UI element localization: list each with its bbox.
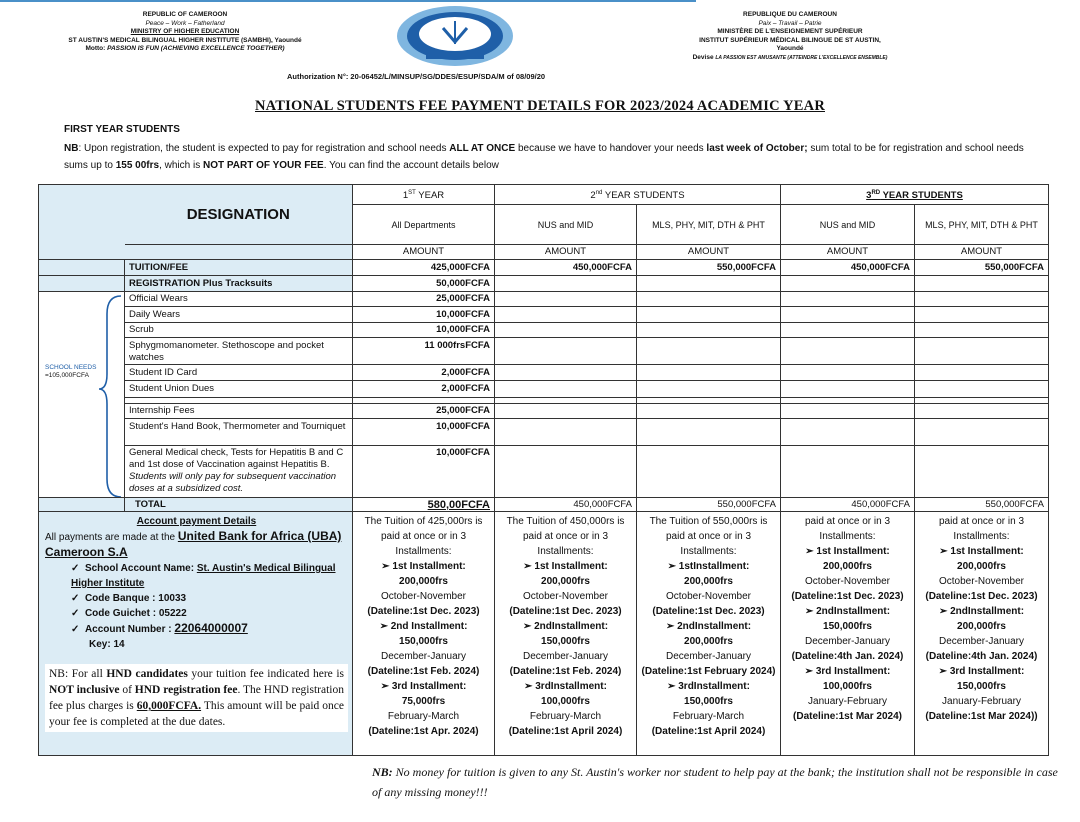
table-row: Student ID Card 2,000FCFA bbox=[39, 365, 1049, 381]
dept-mls-y2: MLS, PHY, MIT, DTH & PHT bbox=[637, 205, 781, 245]
amount-header: AMOUNT bbox=[637, 245, 781, 260]
school-needs-cell bbox=[39, 292, 125, 498]
institute-motto: Motto: PASSION IS FUN (ACHIEVING EXCELLENCE TOGETHER) bbox=[85, 45, 285, 52]
header-right bbox=[690, 11, 890, 62]
table-row: Student Union Dues 2,000FCFA bbox=[39, 381, 1049, 398]
header-divider bbox=[0, 0, 696, 2]
installments-row bbox=[39, 512, 1049, 756]
country-motto: Peace – Work – Fatherland bbox=[145, 19, 225, 27]
installments-y1: The Tuition of 425,000rs is paid at once or in 3 Installments: ➢ 1st Installment: 200,000frs October-November (Dateline:1st Dec. 2023) ➢ 2nd Installment: 150,000frs December-January (Dateline:1st Feb. 2024) ➢ 3rd Installment: 75,000frs February-March (Dateline:1st Apr. 2024) bbox=[353, 512, 495, 756]
table-row: Daily Wears 10,000FCFA bbox=[39, 307, 1049, 323]
table-row: Scrub 10,000FCFA bbox=[39, 323, 1049, 338]
school-needs-total: =105,000FCFA bbox=[45, 372, 89, 379]
dept-nus-y2: NUS and MID bbox=[495, 205, 637, 245]
dept-mls-y3: MLS, PHY, MIT, DTH & PHT bbox=[915, 205, 1049, 245]
account-heading: Account payment Details bbox=[136, 516, 257, 527]
curly-brace-icon bbox=[97, 294, 123, 498]
year2-header: 2nd YEAR STUDENTS bbox=[495, 185, 781, 205]
designation-header: DESIGNATION bbox=[125, 185, 353, 245]
fee-table bbox=[38, 184, 1049, 756]
table-row: Student's Hand Book, Thermometer and Tourniquet 10,000FCFA bbox=[39, 419, 1049, 446]
authorization-number: Authorization N°: 20-06452/L/MINSUP/SG/DDES/ESUP/SDA/M of 08/09/20 bbox=[287, 72, 546, 81]
bank-warning-note: NB: No money for tuition is given to any St. Austin's worker nor student to help pay at the bank; the institution shall not be responsible in case of any missing money!!! bbox=[372, 765, 1058, 799]
dept-nus-y3: NUS and MID bbox=[781, 205, 915, 245]
country-name: REPUBLIC OF CAMEROON bbox=[142, 11, 228, 18]
country-motto-fr: Paix – Travail – Patrie bbox=[758, 19, 822, 27]
installments-y2-nus: The Tuition of 450,000rs is paid at once or in 3 Installments: ➢ 1st Installment: 200,000frs October-November (Dateline:1st Dec. 2023) ➢ 2ndInstallment: 150,000frs December-January (Dateline:1st Feb. 2024) ➢ 3rdInstallment: 100,000frs February-March (Dateline:1st April 2024) bbox=[495, 512, 637, 756]
table-row: General Medical check, Tests for Hepatitis B and C and 1st dose of Vaccination against Hepatitis B. Students will only pay for subsequent vaccination doses at a subsidized cost. 10,000FCFA bbox=[39, 446, 1049, 498]
school-needs-label: SCHOOL NEEDS bbox=[45, 364, 97, 371]
account-number: 22064000007 bbox=[174, 621, 248, 635]
table-row: REGISTRATION Plus Tracksuits 50,000FCFA bbox=[39, 276, 1049, 292]
total-row: TOTAL 580,00FCFA 450,000FCFA 550,000FCFA 450,000FCFA 550,000FCFA bbox=[39, 498, 1049, 512]
institute-name: ST AUSTIN'S MEDICAL BILINGUAL HIGHER INSTITUTE (SAMBHI), Yaoundé bbox=[68, 36, 302, 44]
dept-all: All Departments bbox=[353, 205, 495, 245]
logo-graphic bbox=[394, 4, 516, 68]
institute-devise: Devise LA PASSION EST AMUSANTE (ATTEINDRE L'EXCELLENCE ENSEMBLE) bbox=[692, 53, 888, 61]
year3-header: 3RD YEAR STUDENTS bbox=[781, 185, 1049, 205]
installments-y3-nus: paid at once or in 3 Installments: ➢ 1st Installment: 200,000frs October-November (Dateline:1st Dec. 2023) ➢ 2ndInstallment: 150,000frs December-January (Dateline:4th Jan. 2024) ➢ 3rd Installment: 100,000frs January-February (Dateline:1st Mar 2024) bbox=[781, 512, 915, 756]
table-row: SCHOOL NEEDS =105,000FCFA Official Wears 25,000FCFA bbox=[39, 292, 1049, 307]
hnd-note: NB: For all HND candidates your tuition fee indicated here is NOT inclusive of HND registration fee. The HND registration fee plus charges is 60,000FCFA. This amount will be paid once your fee is completed at the due dates. bbox=[45, 664, 348, 732]
ministry-name-fr: MINISTÈRE DE L'ENSEIGNEMENT SUPÉRIEUR bbox=[717, 28, 863, 35]
amount-header: AMOUNT bbox=[495, 245, 637, 260]
registration-note: NB: Upon registration, the student is expected to pay for registration and school needs ALL AT ONCE because we have to handover your needs last week of October; sum total to be for registration and school needs sums up to 155 00frs, which is NOT PART OF YOUR FEE. You can find the account details below bbox=[64, 143, 1024, 171]
header-left bbox=[60, 11, 310, 54]
ministry-name: MINISTRY OF HIGHER EDUCATION bbox=[130, 28, 240, 35]
first-year-heading: FIRST YEAR STUDENTS bbox=[64, 124, 180, 135]
amount-header: AMOUNT bbox=[781, 245, 915, 260]
amount-header: AMOUNT bbox=[353, 245, 495, 260]
year1-header: 1ST YEAR bbox=[353, 185, 495, 205]
installments-y2-mls: The Tuition of 550,000rs is paid at once or in 3 Installments: ➢ 1stInstallment: 200,000frs October-November (Dateline:1st Dec. 2023) ➢ 2ndInstallment: 200,000frs December-January (Dateline:1st February 2024) ➢ 3rdInstallment: 150,000frs February-March (Dateline:1st April 2024) bbox=[637, 512, 781, 756]
page-title: NATIONAL STUDENTS FEE PAYMENT DETAILS FOR 2023/2024 ACADEMIC YEAR bbox=[255, 98, 825, 114]
amount-header: AMOUNT bbox=[915, 245, 1049, 260]
table-row: TUITION/FEE 425,000FCFA 450,000FCFA 550,000FCFA 450,000FCFA 550,000FCFA bbox=[39, 260, 1049, 276]
table-row: Internship Fees 25,000FCFA bbox=[39, 404, 1049, 419]
country-name-fr: REPUBLIQUE DU CAMEROUN bbox=[743, 11, 837, 18]
account-details: Account payment Details All payments are made at the United Bank for Africa (UBA) Cameroon S.A ✓ School Account Name: St. Austin's Medical Bilingual Higher Institute ✓ Code Banque : 10033 ✓ Code Guichet : 05222 ✓ Account Number : 22064000007 Key: 14 NB: For all HND candidates your tuition fee indicated here is NOT inclusive of HND registration fee. The HND registration fee plus charges is 60,000FCFA. This amount will be paid once your fee is completed at the due dates. bbox=[39, 512, 353, 756]
institute-name-fr: INSTITUT SUPÉRIEUR MÉDICAL BILINGUE DE ST AUSTIN, Yaoundé bbox=[699, 36, 881, 52]
institute-logo bbox=[394, 4, 516, 68]
table-row: Sphygmomanometer. Stethoscope and pocket watches 11 000frsFCFA bbox=[39, 338, 1049, 365]
installments-y3-mls: paid at once or in 3 Installments: ➢ 1st Installment: 200,000frs October-November (Dateline:1st Dec. 2023) ➢ 2ndInstallment: 200,000frs December-January (Dateline:4th Jan. 2024) ➢ 3rd Installment: 150,000frs January-February (Dateline:1st Mar 2024)) bbox=[915, 512, 1049, 756]
